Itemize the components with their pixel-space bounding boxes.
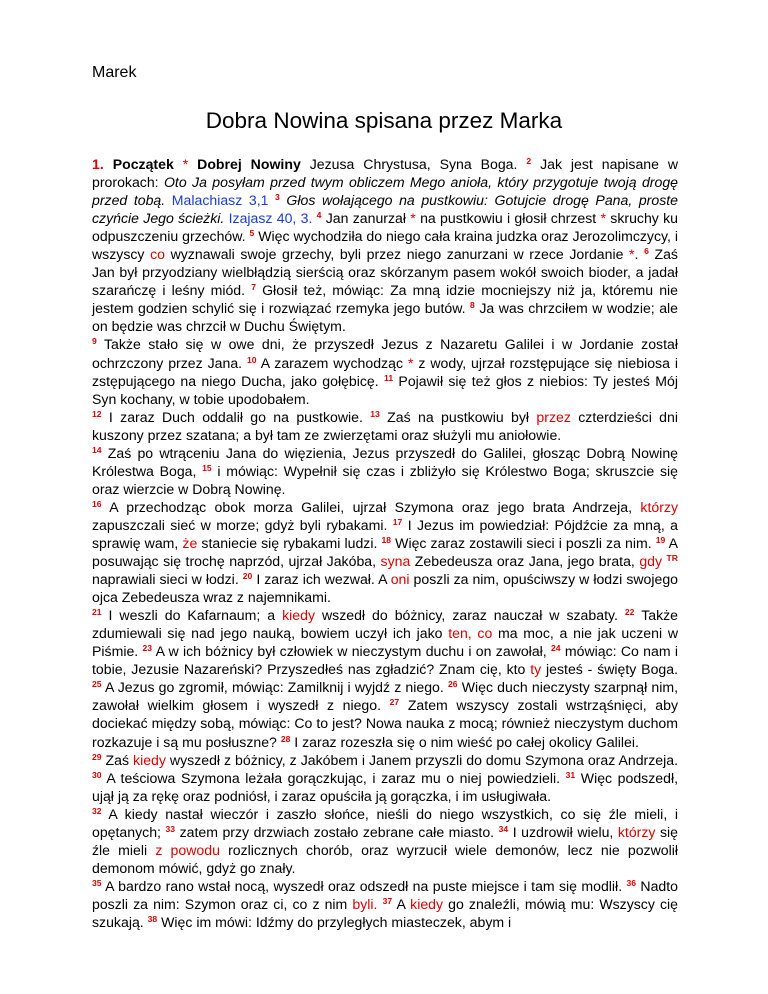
verse-number: 12: [92, 408, 102, 419]
footnote-marker: *: [410, 210, 416, 227]
verse-number: 16: [92, 498, 102, 509]
verse-number: 8: [470, 300, 475, 311]
verse-number: 34: [498, 823, 509, 834]
paragraph: 1. Początek * Dobrej Nowiny Jezusa Chrystusa, Syna Boga. $^2$ Jak jest napisane w prorokach: Oto Ja posyłam przed twym obliczem Mego anioła, który przygotuje twoją drogę przed tobą. Malachiasz 3,1 $^3$ Głos wołającego na pustkowiu: Gotujcie drogę Pana, proste czyńcie Jego ścieżki. Izajasz 40, 3. $^4$ Jan zanurzał * na pustkowiu i głosił chrzest * skruchy ku odpuszczeniu grzechów. $^5$ Więc wychodziła do niego cała kraina judzka oraz Jerozolimczycy, i wszyscy co wyznawali swoje grzechy, byli przez niego zanurzani w rzece Jordanie *. $^6$ Zaś Jan był przyodziany wielbłądzią sierścią oraz skórzanym pasem wokół swoich bioder, a jadał szarańczę i leśny miód. $^7$ Głosił też, mówiąc: Za mną idzie mocniejszy niż ja, któremu nie jestem godzien schylić się i rozwiązać rzemyka jego butów. $^8$ Ja was chrzciłem w wodzie; ale on będzie was chrzcił w Duchu Świętym.: [92, 156, 679, 335]
verse-number: 22: [624, 607, 635, 618]
verse-number: 21: [92, 607, 102, 618]
paragraph: $^{29}$ Zaś kiedy wyszedł z bóżnicy, z Jakóbem i Janem przyszli do domu Szymona oraz Andrzeja. $^{30}$ A teściowa Szymona leżała gorączkując, i zaraz mu o niej powiedzieli. $^{31}$ Więc podszedł, ujął ją za rękę oraz podniósł, i zaraz opuściła ją gorączka, i im usługiwała.: [92, 751, 678, 804]
verse-number: 15: [202, 462, 212, 473]
verse-number: 35: [92, 877, 102, 888]
verse-number: 6: [644, 246, 649, 257]
paragraph: $^{35}$ A bardzo rano wstał nocą, wyszedł oraz odszedł na puste miejsce i tam się modlił. $^{36}$ Nadto poszli za nim: Szymon oraz ci, co z nim byli. $^{37}$ A kiedy go znaleźli, mówią mu: Wszyscy cię szukają. $^{38}$ Więc im mówi: Idźmy do przyległych miasteczek, abym i: [92, 877, 678, 930]
verse-number: 24: [551, 643, 561, 654]
paragraph: $^{21}$ I weszli do Kafarnaum; a kiedy wszedł do bóżnicy, zaraz nauczał w szabaty. $^{22}$ Także zdumiewali się nad jego nauką, bowiem uczył ich jako ten, co ma moc, a nie jak uczeni w Piśmie. $^{23}$ A w ich bóżnicy był człowiek w nieczystym duchu i on zawołał, $^{24}$ mówiąc: Co nam i tobie, Jezusie Nazareński? Przyszedłeś nas zgładzić? Znam cię, kto ty jesteś - święty Boga. $^{25}$ A Jezus go zgromił, mówiąc: Zamilknij i wyjdź z niego. $^{26}$ Więc duch nieczysty szarpnął nim, zawołał wielkim głosem i wyszedł z niego. $^{27}$ Zatem wszyscy zostali wstrząśnięci, aby dociekać między sobą, mówiąc: Co to jest? Nowa nauka z mocą; również nieczystym duchom rozkazuje i są mu posłuszne? $^{28}$ I zaraz rozeszła się o nim wieść po całej okolicy Galilei.: [92, 607, 679, 750]
paragraph: $^9$ Także stało się w owe dni, że przyszedł Jezus z Nazaretu Galilei i w Jordanie został ochrzczony przez Jana. $^{10}$ A zarazem wychodząc * z wody, ujrzał rozstępujące się niebiosa i zstępującego na niego Ducha, jako gołębicę. $^{11}$ Pojawił się też głos z niebios: Ty jesteś Mój Syn kochany, w tobie upodobałem.: [92, 336, 679, 407]
verse-number: 36: [626, 877, 637, 888]
footnote-marker: *: [629, 246, 635, 263]
footnote-marker: *: [182, 156, 189, 172]
verse-number: 33: [165, 823, 176, 834]
page-title: Dobra Nowina spisana przez Marka: [205, 108, 563, 133]
verse-number: 5: [249, 228, 255, 239]
verse-number: 9: [92, 336, 97, 347]
verse-number: 23: [142, 643, 153, 654]
cross-reference: Izajasz 40, 3.: [228, 210, 313, 227]
verse-number: 17: [392, 516, 403, 527]
verse-number: 31: [565, 769, 576, 780]
verse-number: 7: [251, 282, 256, 293]
verse-number: 18: [381, 534, 392, 545]
book-label: Marek: [92, 64, 137, 81]
verse-number: 25: [92, 679, 102, 690]
verse-number: 14: [92, 444, 102, 455]
verse-number: 10: [247, 354, 257, 365]
verse-number: 3: [275, 192, 280, 203]
textus-receptus-marker: TR: [666, 553, 679, 564]
verse-number: 37: [382, 895, 393, 906]
paragraph: $^{14}$ Zaś po wtrąceniu Jana do więzienia, Jezus przyszedł do Galilei, głosząc Dobrą Nowinę Królestwa Boga, $^{15}$ i mówiąc: Wypełnił się czas i zbliżyło się Królestwo Boga; skruszcie się oraz wierzcie w Dobrą Nowinę.: [92, 444, 678, 497]
chapter-text: [92, 155, 678, 931]
footnote-marker: *: [600, 210, 606, 227]
paragraph: $^{16}$ A przechodząc obok morza Galilei, ujrzał Szymona oraz jego brata Andrzeja, którzy zapuszczali sieć w morze; gdyż byli rybakami. $^{17}$ I Jezus im powiedział: Pójdźcie za mną, a sprawię wam, że staniecie się rybakami ludzi. $^{18}$ Więc zaraz zostawili sieci i poszli za nim. $^{19}$ A posuwając się trochę naprzód, ujrzał Jakóba, syna Zebedeusza oraz Jana, jego brata, gdy $^{TR}$ naprawiali sieci w łodzi. $^{20}$ I zaraz ich wezwał. A oni poszli za nim, opuściwszy w łodzi swojego ojca Zebedeusza wraz z najemnikami.: [92, 498, 679, 606]
verse-number: 32: [92, 805, 102, 816]
verse-number: 19: [655, 534, 666, 545]
verse-number: 20: [242, 571, 253, 582]
paragraph: $^{32}$ A kiedy nastał wieczór i zaszło słońce, nieśli do niego wszystkich, co się źle mieli, i opętanych; $^{33}$ zatem przy drzwiach zostało zebrane całe miasto. $^{34}$ I uzdrowił wielu, którzy się źle mieli z powodu rozlicznych chorób, oraz wyrzucił wiele demonów, lecz nie pozwolił demonom mówić, gdyż go znały.: [92, 805, 679, 876]
verse-number: 4: [316, 210, 322, 221]
verse-number: 13: [370, 408, 380, 419]
verse-number: 2: [526, 156, 532, 166]
verse-number: 29: [92, 751, 102, 762]
verse-number: 38: [147, 913, 158, 924]
verse-number: 30: [92, 769, 102, 780]
verse-number: 26: [447, 679, 458, 690]
chapter-number: 1.: [92, 156, 104, 172]
paragraph: $^{12}$ I zaraz Duch oddalił go na pustkowie. $^{13}$ Zaś na pustkowiu był przez czterdzieści dni kuszony przez szatana; a był tam ze zwierzętami oraz służyli mu aniołowie.: [92, 408, 678, 443]
verse-number: 27: [389, 697, 400, 708]
cross-reference: Malachiasz 3,1: [171, 192, 269, 209]
verse-number: 11: [384, 372, 394, 383]
verse-number: 28: [280, 733, 291, 744]
footnote-marker: *: [407, 354, 414, 371]
